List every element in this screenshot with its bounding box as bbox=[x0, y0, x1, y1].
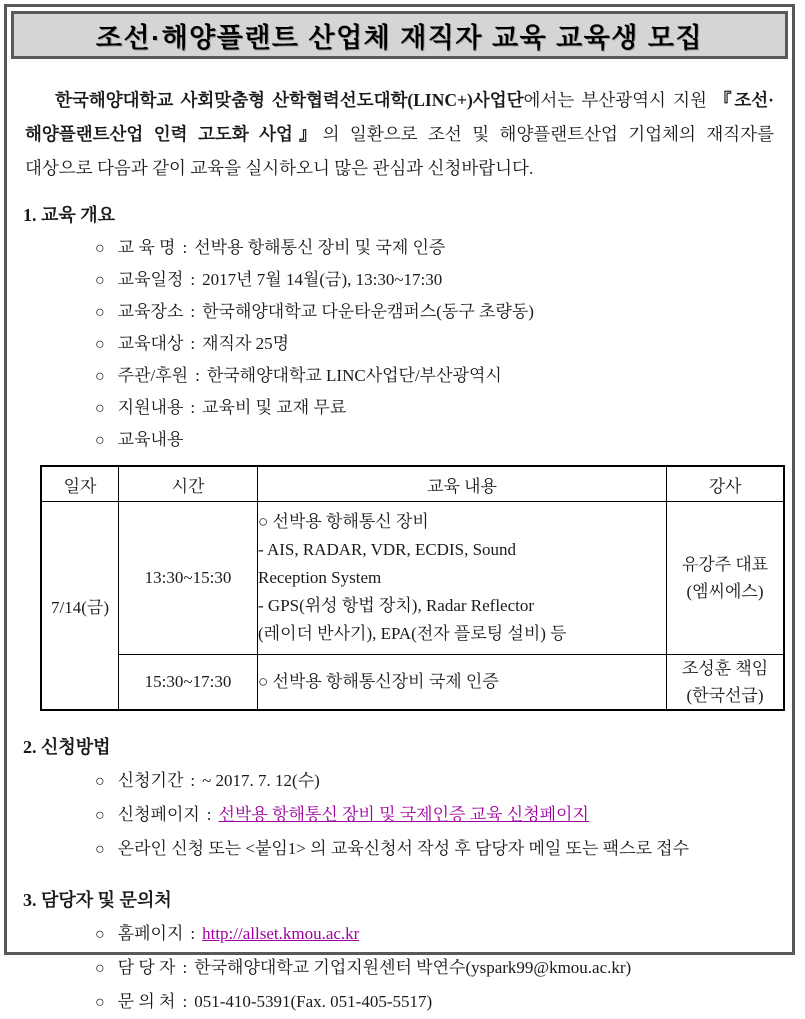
circle-bullet: ○ bbox=[95, 304, 105, 321]
item-value: 2017년 7월 14월(금), 13:30~17:30 bbox=[202, 270, 443, 289]
lecturer-org: (한국선급) bbox=[686, 686, 764, 705]
table-row bbox=[41, 655, 784, 711]
colon-separator: : bbox=[190, 771, 196, 790]
circle-bullet: ○ bbox=[95, 400, 105, 417]
homepage-link[interactable]: http://allset.kmou.ac.kr bbox=[202, 924, 360, 943]
list-item-target bbox=[23, 328, 776, 360]
cell-time: 13:30~15:30 bbox=[119, 502, 258, 655]
colon-separator: : bbox=[190, 302, 196, 321]
section1-heading: 1. 교육 개요 bbox=[23, 205, 116, 225]
colon-separator: : bbox=[206, 805, 212, 824]
item-label: 지원내용 bbox=[117, 398, 184, 417]
item-value: 한국해양대학교 기업지원센터 박연수(yspark99@kmou.ac.kr) bbox=[194, 958, 632, 977]
circle-bullet: ○ bbox=[95, 432, 105, 449]
circle-bullet: ○ bbox=[95, 926, 105, 943]
item-label: 홈페이지 bbox=[117, 924, 184, 943]
table-row bbox=[41, 502, 784, 655]
header-date: 일자 bbox=[41, 466, 119, 502]
lecturer-name: 유강주 대표 bbox=[681, 555, 769, 574]
circle-bullet: ○ bbox=[95, 841, 105, 858]
item-label: 교 육 명 bbox=[117, 238, 176, 257]
colon-separator: : bbox=[195, 366, 200, 385]
header-content: 교육 내용 bbox=[258, 466, 667, 502]
intro-text-1: 에서는 부산광역시 지원 bbox=[523, 90, 715, 110]
item-label: 교육일정 bbox=[117, 270, 184, 289]
lecturer-name: 조성훈 책임 bbox=[681, 659, 769, 678]
intro-paragraph bbox=[25, 83, 774, 185]
item-value: 교육비 및 교재 무료 bbox=[202, 398, 347, 417]
section2-list bbox=[23, 764, 776, 866]
colon-separator: : bbox=[190, 924, 196, 943]
circle-bullet: ○ bbox=[95, 272, 105, 289]
list-item-apply-method bbox=[23, 832, 776, 866]
item-value: 051-410-5391(Fax. 051-405-5517) bbox=[194, 992, 433, 1011]
circle-bullet: ○ bbox=[95, 807, 105, 824]
circle-bullet: ○ bbox=[95, 368, 105, 385]
document-body bbox=[7, 83, 792, 1019]
list-item-contact bbox=[23, 985, 776, 1019]
circle-bullet: ○ bbox=[95, 773, 105, 790]
intro-text-2: 의 일환으로 조선 및 해양플랜트산업 기업체의 재직자를 대상으로 다음과 같이 교육을 실시하오니 많은 관심과 신청바랍니다. bbox=[25, 124, 774, 178]
list-item-contents bbox=[23, 424, 776, 456]
cell-time: 15:30~17:30 bbox=[119, 655, 258, 711]
circle-bullet: ○ bbox=[95, 240, 105, 257]
circle-bullet: ○ bbox=[95, 994, 105, 1011]
item-value: 선박용 항해통신 장비 및 국제 인증 bbox=[194, 238, 446, 257]
item-label: 신청기간 bbox=[117, 771, 184, 790]
item-label: 문 의 처 bbox=[117, 992, 176, 1011]
table-header-row bbox=[41, 466, 784, 502]
item-label: 주관/후원 bbox=[117, 366, 189, 385]
section3-list bbox=[23, 917, 776, 1019]
item-label: 신청페이지 bbox=[117, 805, 200, 824]
list-item-homepage bbox=[23, 917, 776, 951]
schedule-table bbox=[40, 465, 785, 711]
item-text: 온라인 신청 또는 <붙임1> 의 교육신청서 작성 후 담당자 메일 또는 팩스로 접수 bbox=[117, 839, 690, 858]
section2-heading: 2. 신청방법 bbox=[23, 737, 111, 757]
colon-separator: : bbox=[182, 238, 188, 257]
circle-bullet: ○ bbox=[95, 960, 105, 977]
colon-separator: : bbox=[182, 958, 188, 977]
cell-lecturer bbox=[667, 502, 785, 655]
item-value: 한국해양대학교 LINC사업단/부산광역시 bbox=[206, 366, 502, 385]
cell-lecturer bbox=[667, 655, 785, 711]
item-value: ~ 2017. 7. 12(수) bbox=[202, 771, 320, 790]
colon-separator: : bbox=[190, 334, 196, 353]
content-line: ○ 선박용 항해통신장비 국제 인증 bbox=[258, 672, 499, 691]
circle-bullet: ○ bbox=[95, 336, 105, 353]
list-item-support bbox=[23, 392, 776, 424]
lecturer-org: (엠씨에스) bbox=[686, 582, 764, 601]
document-frame bbox=[4, 4, 795, 1011]
item-label: 교육내용 bbox=[117, 430, 184, 449]
item-value: 재직자 25명 bbox=[202, 334, 290, 353]
cell-content bbox=[258, 502, 667, 655]
cell-content bbox=[258, 655, 667, 711]
content-line: ○ 선박용 항해통신 장비 bbox=[258, 512, 429, 531]
section3-heading: 3. 담당자 및 문의처 bbox=[23, 890, 172, 910]
intro-bold-org: 한국해양대학교 사회맞춤형 산학협력선도대학(LINC+)사업단 bbox=[55, 90, 524, 110]
list-item-location bbox=[23, 296, 776, 328]
list-item-apply-period bbox=[23, 764, 776, 798]
item-label: 담 당 자 bbox=[117, 958, 176, 977]
item-label: 교육장소 bbox=[117, 302, 184, 321]
header-time: 시간 bbox=[119, 466, 258, 502]
content-line: - GPS(위성 항법 장치), Radar Reflector bbox=[258, 596, 535, 615]
item-label: 교육대상 bbox=[117, 334, 184, 353]
header-lecturer: 강사 bbox=[667, 466, 785, 502]
content-line: (레이더 반사기), EPA(전자 플로팅 설비) 등 bbox=[258, 624, 567, 643]
title-banner bbox=[11, 11, 788, 59]
content-line: - AIS, RADAR, VDR, ECDIS, Sound bbox=[258, 540, 517, 559]
colon-separator: : bbox=[190, 270, 196, 289]
list-item-schedule bbox=[23, 264, 776, 296]
list-item-course-name bbox=[23, 232, 776, 264]
content-line: Reception System bbox=[258, 568, 382, 587]
list-item-apply-page bbox=[23, 798, 776, 832]
intro-bold-project: 『조선·해양플랜트산업 인력 고도화 사업』 bbox=[25, 90, 774, 144]
cell-date: 7/14(금) bbox=[41, 502, 119, 711]
list-item-host bbox=[23, 360, 776, 392]
page-title: 조선·해양플랜트 산업체 재직자 교육 교육생 모집 bbox=[95, 22, 704, 53]
section1-list bbox=[23, 232, 776, 456]
application-page-link[interactable]: 선박용 항해통신 장비 및 국제인증 교육 신청페이지 bbox=[218, 805, 589, 824]
list-item-manager bbox=[23, 951, 776, 985]
item-value: 한국해양대학교 다운타운캠퍼스(동구 초량동) bbox=[202, 302, 534, 321]
colon-separator: : bbox=[190, 398, 196, 417]
colon-separator: : bbox=[182, 992, 188, 1011]
